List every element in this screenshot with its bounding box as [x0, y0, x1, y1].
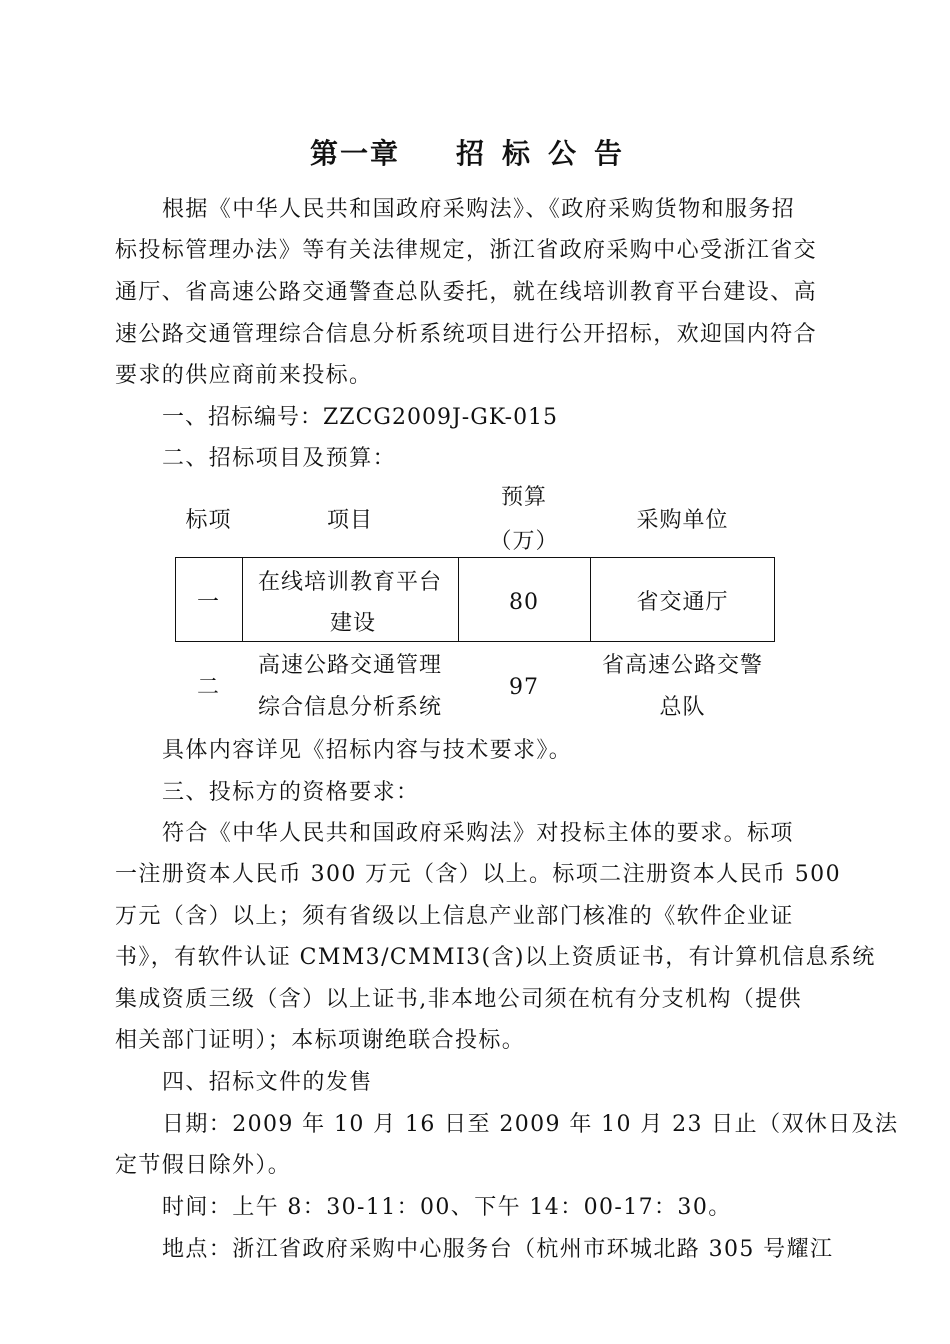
table-cell-project: 建设 — [330, 611, 377, 636]
table-header-budget: 预算 — [500, 485, 547, 510]
page-title — [0, 132, 950, 172]
details-note: 具体内容详见《招标内容与技术要求》。 — [162, 738, 573, 763]
table-header-item: 标项 — [185, 508, 232, 533]
bid-number: 一、招标编号：ZZCG2009J-GK-015 — [162, 405, 559, 430]
intro-line: 通厅、省高速公路交通警查总队委托，就在线培训教育平台建设、高 — [115, 280, 818, 305]
table-header-purchaser: 采购单位 — [636, 508, 729, 533]
qualification-line: 相关部门证明）；本标项谢绝联合投标。 — [115, 1028, 526, 1053]
qualification-line: 集成资质三级（含）以上证书,非本地公司须在杭有分支机构（提供 — [115, 987, 802, 1012]
table-cell-project: 高速公路交通管理 — [257, 653, 442, 678]
chapter-number: 第一章 — [309, 137, 400, 170]
sale-date-cont: 定节假日除外）。 — [115, 1153, 292, 1178]
table-cell-item: 二 — [196, 675, 220, 700]
sale-place: 地点：浙江省政府采购中心服务台（杭州市环城北路 305 号耀江 — [162, 1237, 834, 1262]
intro-line: 根据《中华人民共和国政府采购法》、《政府采购货物和服务招 — [162, 197, 796, 222]
table-cell-project: 综合信息分析系统 — [257, 695, 442, 720]
qualification-line: 书》，有软件认证 CMM3/CMMI3(含)以上资质证书，有计算机信息系统 — [115, 945, 876, 970]
sale-date: 日期：2009 年 10 月 16 日至 2009 年 10 月 23 日止（双休日及法 — [162, 1112, 899, 1137]
section-heading: 二、招标项目及预算： — [162, 446, 397, 471]
table-header-budget-unit: （万） — [489, 529, 559, 554]
qualification-line: 万元（含）以上；须有省级以上信息产业部门核准的《软件企业证 — [115, 904, 794, 929]
table-header-project: 项目 — [326, 508, 373, 533]
table-cell-purchaser: 总队 — [659, 695, 706, 720]
intro-line: 要求的供应商前来投标。 — [115, 363, 373, 388]
table-cell-budget: 97 — [509, 675, 539, 700]
intro-line: 标投标管理办法》等有关法律规定，浙江省政府采购中心受浙江省交 — [115, 238, 818, 263]
section-heading: 四、招标文件的发售 — [162, 1070, 373, 1095]
section-heading: 三、投标方的资格要求： — [162, 780, 420, 805]
table-cell-purchaser: 省交通厅 — [636, 590, 729, 615]
chapter-title: 招标公告 — [456, 137, 641, 170]
qualification-line: 一注册资本人民币 300 万元（含）以上。标项二注册资本人民币 500 — [115, 862, 841, 887]
qualification-line: 符合《中华人民共和国政府采购法》对投标主体的要求。标项 — [162, 821, 794, 846]
intro-line: 速公路交通管理综合信息分析系统项目进行公开招标，欢迎国内符合 — [115, 322, 818, 347]
table-cell-purchaser: 省高速公路交警 — [601, 653, 763, 678]
table-cell-item: 一 — [196, 590, 220, 615]
sale-time: 时间：上午 8：30-11：00、下午 14：00-17：30。 — [162, 1195, 732, 1220]
table-cell-project: 在线培训教育平台 — [257, 570, 442, 595]
table-cell-budget: 80 — [509, 590, 539, 615]
